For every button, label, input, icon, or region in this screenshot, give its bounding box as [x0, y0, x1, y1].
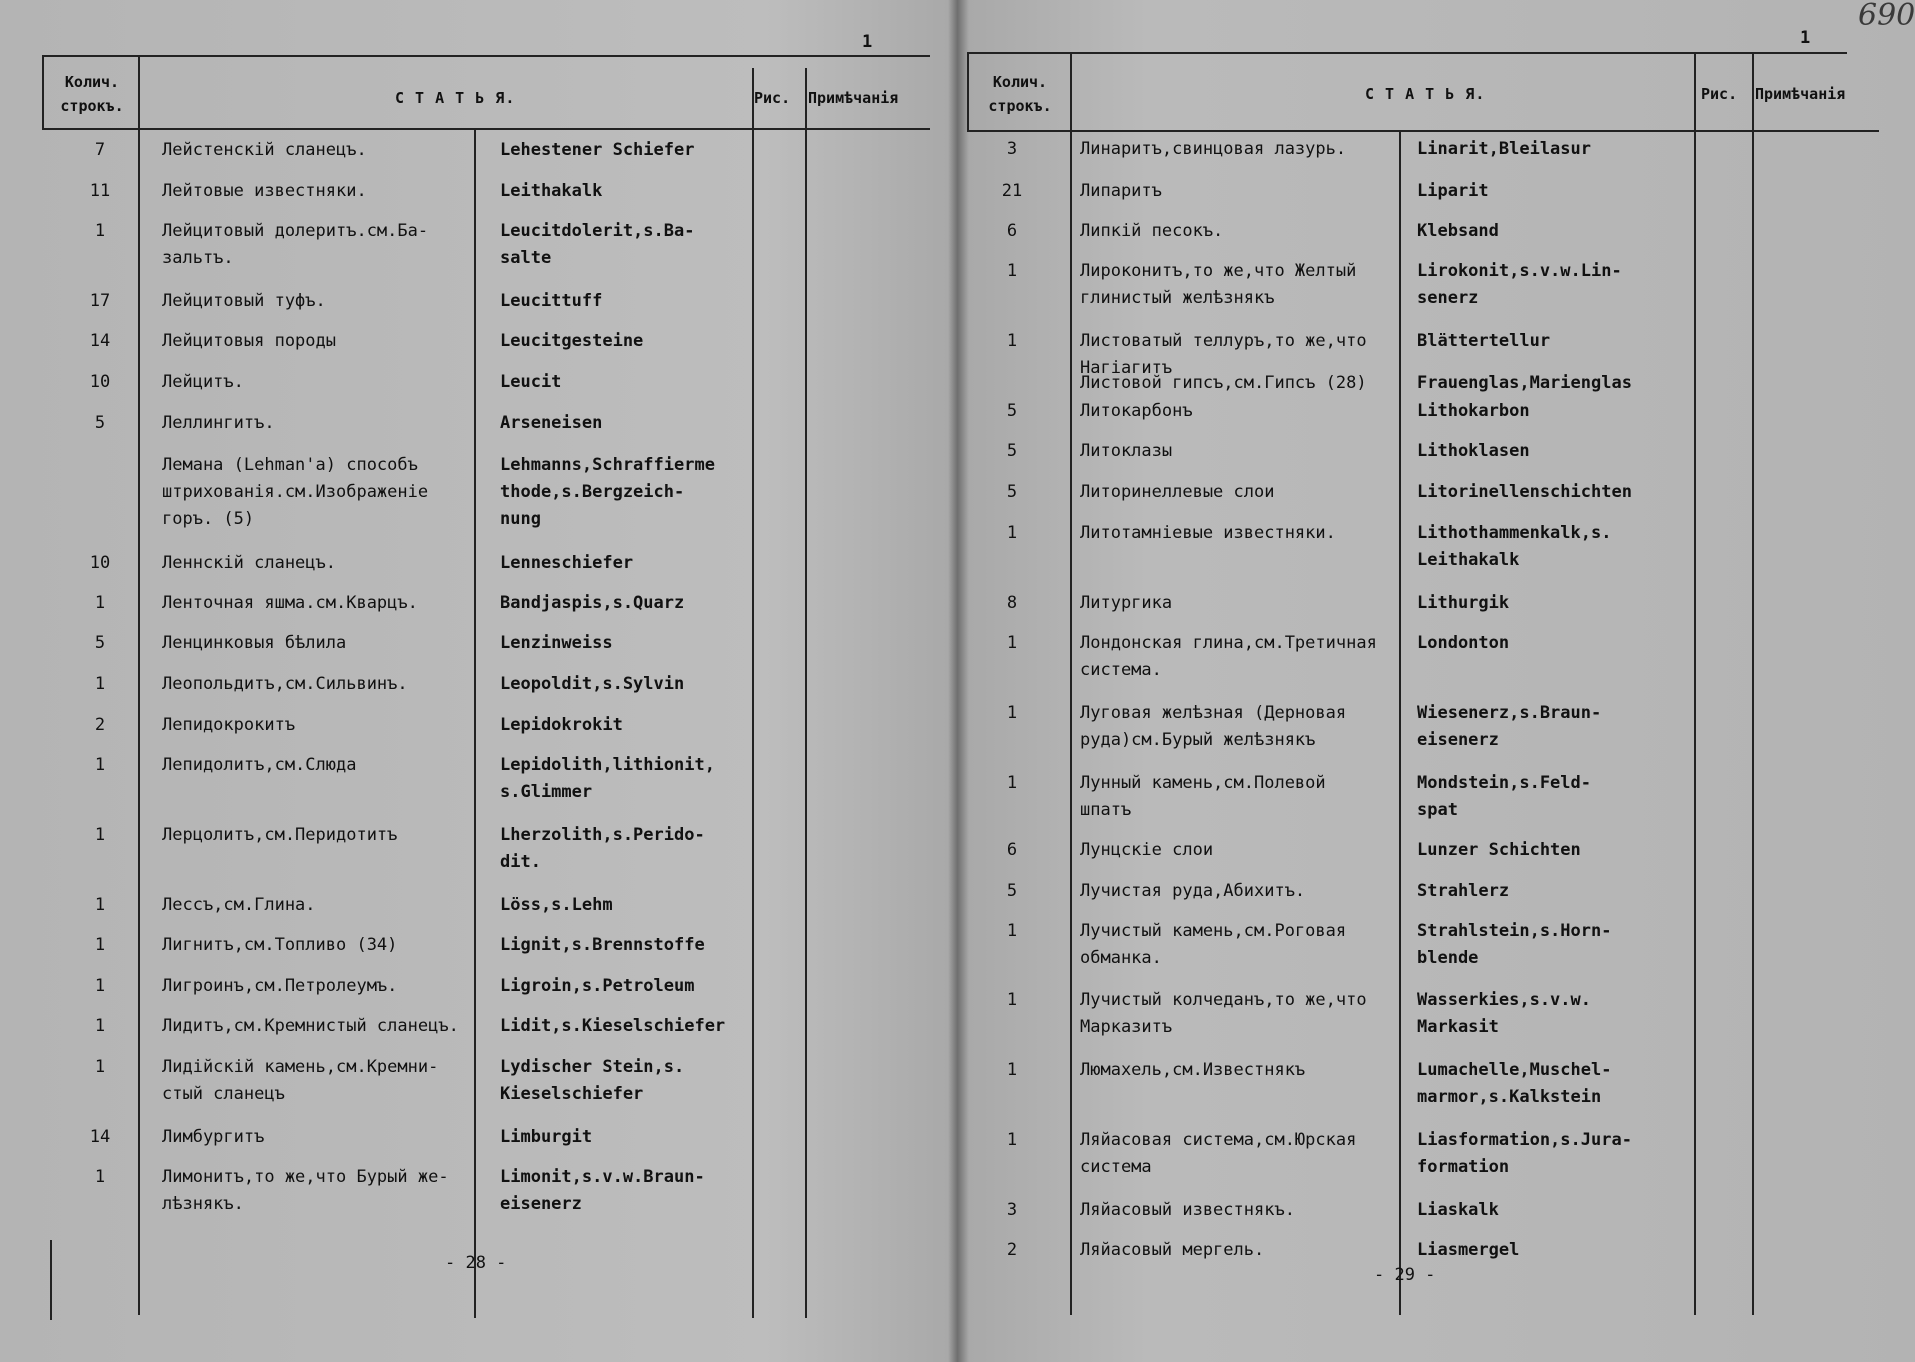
row-article-russian: Лессъ,см.Глина. — [162, 895, 316, 915]
row-article-german: Leucitgesteine — [500, 331, 644, 351]
row-article-russian: Листоватый теллуръ,то же,что Нагіагитъ — [1080, 331, 1367, 378]
row-line-count: 14 — [89, 1127, 111, 1147]
row-article-german: Lehestener Schiefer — [500, 140, 695, 160]
row-article-german: Lepidokrokit — [500, 715, 623, 735]
row-line-count: 5 — [1006, 482, 1018, 502]
row-article-russian: Лепидокрокитъ — [162, 715, 296, 735]
row-article-german: Lignit,s.Brennstoffe — [500, 935, 705, 955]
row-article-german: Lidit,s.Kieselschiefer — [500, 1016, 726, 1036]
row-article-russian: Лепидолитъ,см.Слюда — [162, 755, 357, 775]
row-article-german: Liasmergel — [1417, 1240, 1520, 1260]
row-line-count: 1 — [94, 1057, 106, 1077]
right-top-page-number: 1 — [1800, 28, 1811, 48]
row-article-russian: Лучистая руда,Абихитъ. — [1080, 881, 1306, 901]
left-top-page-number: 1 — [862, 32, 873, 52]
row-article-german: Liasformation,s.Jura- formation — [1417, 1130, 1632, 1177]
row-article-german: Leopoldit,s.Sylvin — [500, 674, 685, 694]
row-line-count: 1 — [1006, 773, 1018, 793]
row-article-german: Leucittuff — [500, 291, 603, 311]
row-article-german: Frauenglas,Marienglas — [1417, 373, 1632, 393]
row-article-russian: Лигроинъ,см.Петролеумъ. — [162, 976, 398, 996]
left-rule — [805, 68, 807, 1318]
row-article-russian: Леллингитъ. — [162, 413, 275, 433]
row-line-count: 21 — [1001, 181, 1023, 201]
row-line-count: 5 — [1006, 881, 1018, 901]
row-article-russian: Лидитъ,см.Кремнистый сланецъ. — [162, 1016, 459, 1036]
row-line-count: 1 — [1006, 331, 1018, 351]
row-article-german: Arseneisen — [500, 413, 603, 433]
row-article-german: Lunzer Schichten — [1417, 840, 1581, 860]
right-rule — [1070, 52, 1072, 1315]
row-article-russian: Лигнитъ,см.Топливо (34) — [162, 935, 398, 955]
archive-stamp: 690 — [1858, 0, 1915, 33]
right-header-article: С Т А Т Ь Я. — [1365, 85, 1486, 103]
row-article-german: Wasserkies,s.v.w. Markasit — [1417, 990, 1591, 1037]
row-line-count: 1 — [94, 674, 106, 694]
row-article-russian: Ляйасовая система,см.Юрская система — [1080, 1130, 1357, 1177]
row-line-count: 5 — [94, 633, 106, 653]
row-line-count: 1 — [1006, 1060, 1018, 1080]
row-article-german: Ligroin,s.Petroleum — [500, 976, 695, 996]
row-line-count: 1 — [1006, 523, 1018, 543]
row-article-russian: Литокарбонъ — [1080, 401, 1193, 421]
row-article-german: Linarit,Bleilasur — [1417, 139, 1591, 159]
right-rule — [1752, 52, 1754, 1315]
row-line-count: 17 — [89, 291, 111, 311]
row-line-count: 2 — [94, 715, 106, 735]
row-line-count: 1 — [1006, 703, 1018, 723]
row-article-german: Lherzolith,s.Perido- dit. — [500, 825, 705, 872]
left-rule — [474, 128, 476, 1318]
row-article-russian: Ленточная яшма.см.Кварцъ. — [162, 593, 418, 613]
row-article-russian: Лироконитъ,то же,что Желтый глинистый желѣзнякъ — [1080, 261, 1357, 308]
row-line-count: 5 — [1006, 441, 1018, 461]
row-article-russian: Люмахель,см.Известнякъ — [1080, 1060, 1306, 1080]
row-article-russian: Лидійскій камень,см.Кремни- стый сланецъ — [162, 1057, 439, 1104]
left-rule — [42, 55, 44, 130]
left-rule — [50, 1240, 52, 1320]
row-article-russian: Лейцитовый долеритъ.см.Ба- зальтъ. — [162, 221, 429, 268]
left-header-bottom-rule — [42, 128, 930, 130]
row-article-russian: Лимонитъ,то же,что Бурый же- лѣзнякъ. — [162, 1167, 449, 1214]
row-article-russian: Лондонская глина,см.Третичная система. — [1080, 633, 1377, 680]
row-article-russian: Липкій песокъ. — [1080, 221, 1224, 241]
row-article-russian: Лимбургитъ — [162, 1127, 265, 1147]
row-line-count: 1 — [1006, 261, 1018, 281]
row-article-russian: Ляйасовый мергель. — [1080, 1240, 1265, 1260]
row-article-russian: Лейцитовыя породы — [162, 331, 336, 351]
row-line-count: 1 — [94, 1016, 106, 1036]
row-line-count: 1 — [94, 895, 106, 915]
row-article-german: Leucit — [500, 372, 562, 392]
row-article-russian: Лейцитовый туфъ. — [162, 291, 326, 311]
row-line-count: 1 — [1006, 1130, 1018, 1150]
row-line-count: 1 — [94, 593, 106, 613]
left-header-article: С Т А Т Ь Я. — [395, 89, 516, 107]
row-article-russian: Литоклазы — [1080, 441, 1173, 461]
right-header-fig: Рис. — [1701, 85, 1738, 103]
row-article-german: Lehmanns,Schraffierme thode,s.Bergzeich- nung — [500, 455, 715, 529]
row-article-german: Löss,s.Lehm — [500, 895, 613, 915]
row-line-count: 1 — [94, 1167, 106, 1187]
row-line-count: 10 — [89, 372, 111, 392]
row-line-count: 1 — [94, 935, 106, 955]
row-article-russian: Лейстенскій сланецъ. — [162, 140, 367, 160]
left-rule — [752, 68, 754, 1318]
row-line-count: 1 — [1006, 633, 1018, 653]
row-article-german: Wiesenerz,s.Braun- eisenerz — [1417, 703, 1602, 750]
row-article-german: Strahlerz — [1417, 881, 1510, 901]
left-header-notes: Примѣчанія — [808, 89, 899, 107]
row-line-count: 5 — [94, 413, 106, 433]
row-article-german: Litorinellenschichten — [1417, 482, 1632, 502]
left-rule — [138, 55, 140, 1315]
row-article-russian: Лейцитъ. — [162, 372, 244, 392]
row-article-german: Lithurgik — [1417, 593, 1510, 613]
row-article-russian: Литотамніевые известняки. — [1080, 523, 1336, 543]
row-line-count: 7 — [94, 140, 106, 160]
left-header-fig: Рис. — [754, 89, 791, 107]
row-article-russian: Литургика — [1080, 593, 1173, 613]
row-article-russian: Луговая желѣзная (Дерновая руда)см.Бурый желѣзнякъ — [1080, 703, 1347, 750]
row-line-count: 1 — [94, 221, 106, 241]
row-line-count: 1 — [1006, 990, 1018, 1010]
right-rule — [1399, 130, 1401, 1315]
row-article-russian: Линаритъ,свинцовая лазурь. — [1080, 139, 1347, 159]
row-article-russian: Лучистый колчеданъ,то же,что Марказитъ — [1080, 990, 1367, 1037]
row-article-russian: Леннскій сланецъ. — [162, 553, 336, 573]
row-article-german: Leucitdolerit,s.Ba- salte — [500, 221, 695, 268]
row-article-russian: Лучистый камень,см.Роговая обманка. — [1080, 921, 1347, 968]
row-line-count: 3 — [1006, 1200, 1018, 1220]
row-article-german: Lepidolith,lithionit, s.Glimmer — [500, 755, 715, 802]
row-article-german: Mondstein,s.Feld- spat — [1417, 773, 1591, 820]
left-page — [0, 0, 955, 1362]
left-footer-page-number: - 28 - — [445, 1253, 507, 1273]
row-article-german: Liaskalk — [1417, 1200, 1499, 1220]
left-header-qty: Колич. строкъ. — [60, 73, 124, 115]
right-rule — [967, 52, 969, 130]
row-article-russian: Лерцолитъ,см.Перидотитъ — [162, 825, 398, 845]
row-article-russian: Лемана (Lehman'а) способъ штрихованія.см.Изображеніе горъ. (5) — [162, 455, 429, 529]
row-article-german: Limburgit — [500, 1127, 593, 1147]
row-line-count: 1 — [94, 976, 106, 996]
row-article-russian: Лейтовые известняки. — [162, 181, 367, 201]
left-header-top-rule — [42, 55, 930, 57]
row-line-count: 10 — [89, 553, 111, 573]
row-article-russian: Липаритъ — [1080, 181, 1162, 201]
row-article-german: Lydischer Stein,s. Kieselschiefer — [500, 1057, 685, 1104]
row-article-russian: Литоринеллевые слои — [1080, 482, 1275, 502]
row-article-german: Strahlstein,s.Horn- blende — [1417, 921, 1612, 968]
row-article-russian: Ляйасовый известнякъ. — [1080, 1200, 1295, 1220]
row-article-german: Lenzinweiss — [500, 633, 613, 653]
row-line-count: 1 — [1006, 921, 1018, 941]
right-page — [962, 0, 1915, 1362]
row-article-german: Lumachelle,Muschel- marmor,s.Kalkstein — [1417, 1060, 1612, 1107]
right-header-qty: Колич. строкъ. — [988, 73, 1052, 115]
row-article-german: Londonton — [1417, 633, 1510, 653]
row-line-count: 3 — [1006, 139, 1018, 159]
row-article-german: Lirokonit,s.v.w.Lin- senerz — [1417, 261, 1622, 308]
row-line-count: 1 — [94, 755, 106, 775]
row-article-russian: Леопольдитъ,см.Сильвинъ. — [162, 674, 408, 694]
row-line-count: 6 — [1006, 840, 1018, 860]
row-line-count: 2 — [1006, 1240, 1018, 1260]
row-article-german: Leithakalk — [500, 181, 603, 201]
row-article-german: Lenneschiefer — [500, 553, 634, 573]
row-article-german: Blättertellur — [1417, 331, 1551, 351]
right-header-notes: Примѣчанія — [1755, 85, 1846, 103]
row-article-german: Lithokarbon — [1417, 401, 1530, 421]
row-article-german: Lithoklasen — [1417, 441, 1530, 461]
row-article-german: Lithothammenkalk,s. Leithakalk — [1417, 523, 1612, 570]
row-article-russian: Ленцинковыя бѣлила — [162, 633, 347, 653]
row-article-german: Liparit — [1417, 181, 1489, 201]
row-line-count: 14 — [89, 331, 111, 351]
row-article-russian: Листовой гипсъ,см.Гипсъ (28) — [1080, 373, 1367, 393]
row-article-german: Bandjaspis,s.Quarz — [500, 593, 685, 613]
right-rule — [1694, 52, 1696, 1315]
right-footer-page-number: - 29 - — [1374, 1265, 1436, 1285]
row-article-german: Klebsand — [1417, 221, 1499, 241]
row-article-german: Limonit,s.v.w.Braun- eisenerz — [500, 1167, 705, 1214]
row-line-count: 6 — [1006, 221, 1018, 241]
right-header-bottom-rule — [967, 130, 1879, 132]
row-line-count: 11 — [89, 181, 111, 201]
row-article-russian: Лунцскіе слои — [1080, 840, 1214, 860]
right-header-top-rule — [967, 52, 1847, 54]
row-line-count: 1 — [94, 825, 106, 845]
row-line-count: 8 — [1006, 593, 1018, 613]
row-line-count: 5 — [1006, 401, 1018, 421]
row-article-russian: Лунный камень,см.Полевой шпатъ — [1080, 773, 1326, 820]
